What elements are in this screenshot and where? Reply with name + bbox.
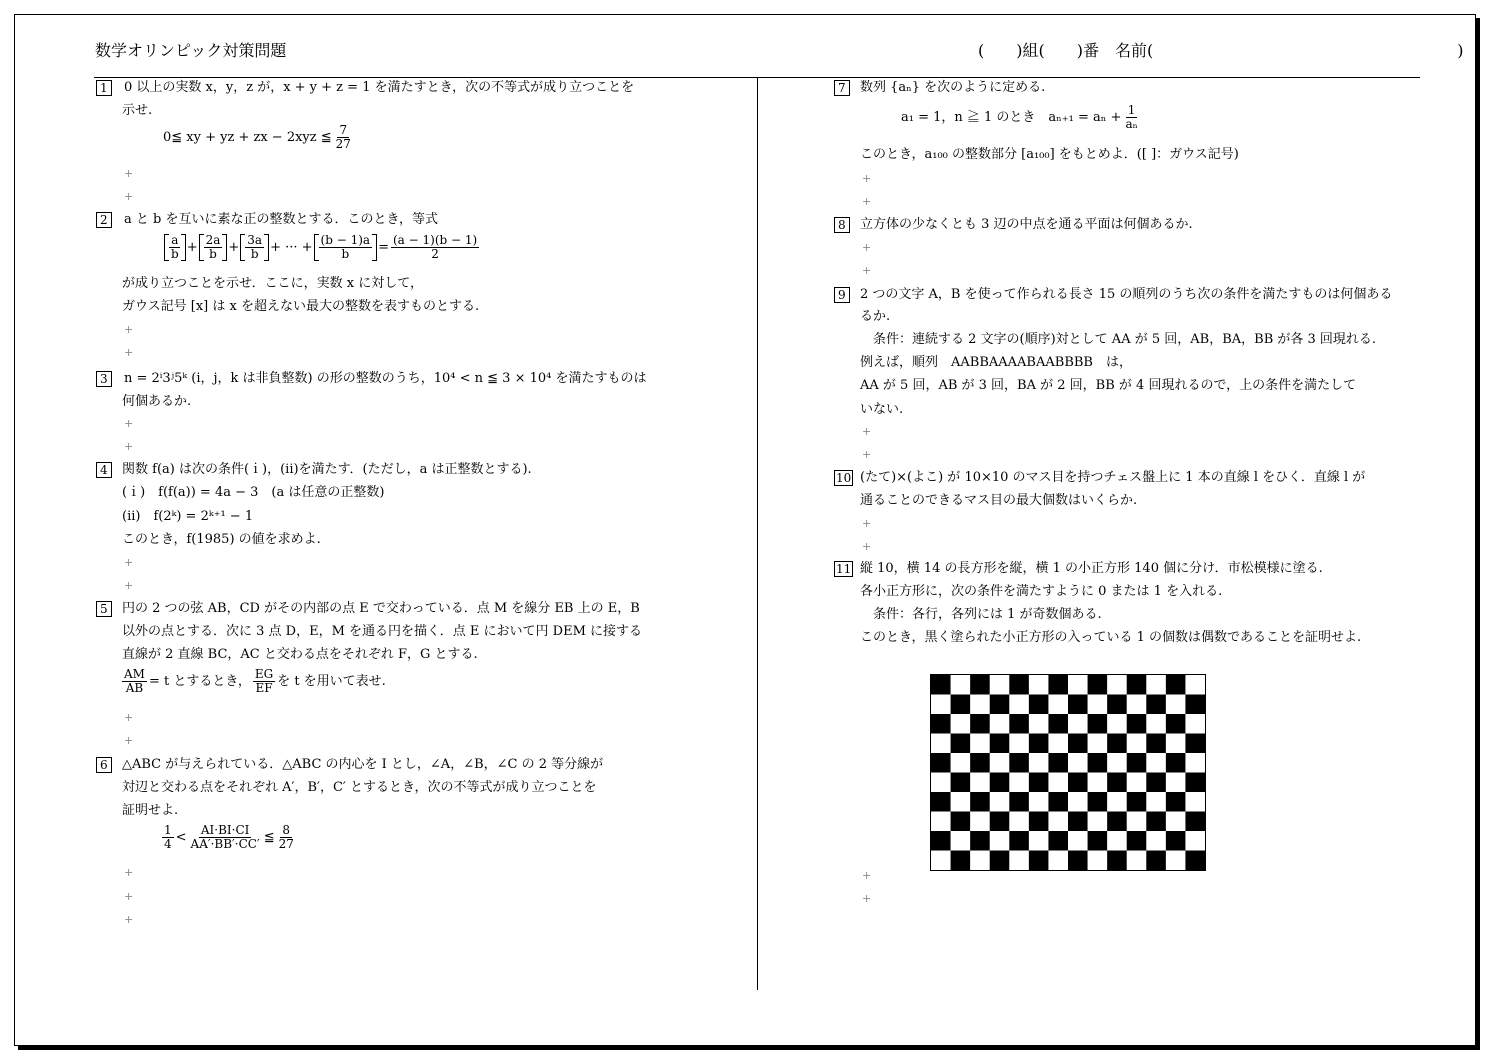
numerator: 8 — [282, 823, 291, 837]
board-square-white — [1146, 675, 1166, 695]
problem-9-example: 例えば，順列 AABBAAAABAABBBB は， — [860, 355, 1132, 370]
board-square-white — [990, 675, 1010, 695]
problem-5-text: 円の 2 つの弦 AB，CD がその内部の点 E で交わっている．点 M を線分 EB 上の E，B — [122, 601, 640, 616]
board-square-white — [1068, 831, 1088, 851]
board-square-black — [1029, 851, 1049, 871]
board-square-white — [1068, 714, 1088, 734]
board-square-black — [1009, 753, 1029, 773]
problem-1-inequality — [163, 124, 355, 151]
floor-bracket — [164, 234, 186, 261]
board-square-white — [1107, 714, 1127, 734]
board-square-black — [1166, 714, 1186, 734]
problem-number-1: 1 — [96, 80, 112, 96]
board-square-white — [931, 773, 951, 793]
problem-1-text: 示せ. — [122, 103, 153, 118]
board-square-white — [1127, 734, 1147, 754]
board-square-white — [1166, 812, 1186, 832]
fraction — [189, 824, 262, 851]
problem-number-9: 9 — [834, 287, 850, 303]
plus-mark: + — [862, 195, 872, 208]
board-square-black — [1146, 695, 1166, 715]
board-square-black — [990, 812, 1010, 832]
problem-9-text: いない. — [860, 402, 904, 417]
plus-mark: + — [862, 892, 872, 905]
board-square-white — [1009, 734, 1029, 754]
denominator: AA′·BB′·CC′ — [190, 837, 260, 851]
board-square-white — [1146, 831, 1166, 851]
board-square-white — [1127, 851, 1147, 871]
plus-mark: + — [862, 517, 872, 530]
board-square-white — [1146, 714, 1166, 734]
board-square-white — [1185, 714, 1205, 734]
plus-mark: + — [862, 448, 872, 461]
problem-7-text: このとき，a₁₀₀ の整数部分 [a₁₀₀] をもとめよ．([ ]：ガウス記号) — [860, 147, 1239, 162]
board-square-white — [1048, 851, 1068, 871]
recurrence-expression: a₁ = 1，n ≧ 1 のとき aₙ₊₁ = aₙ + — [901, 109, 1122, 125]
board-square-white — [1185, 831, 1205, 851]
plus-mark: + — [124, 346, 134, 359]
board-square-black — [931, 831, 951, 851]
denominator: EF — [255, 681, 273, 695]
fraction — [334, 124, 353, 151]
board-square-black — [1107, 695, 1127, 715]
numerator: (a − 1)(b − 1) — [392, 233, 478, 247]
plus-mark: + — [124, 866, 134, 879]
problem-number-3: 3 — [96, 371, 112, 387]
plus-mark: + — [124, 167, 134, 180]
problem-11-text: このとき，黒く塗られた小正方形の入っている 1 の個数は偶数であることを証明せよ. — [860, 630, 1362, 645]
board-square-black — [1088, 675, 1108, 695]
problem-6-text: △ABC が与えられている．△ABC の内心を I とし，∠A，∠B，∠C の 2 等分線が — [122, 757, 604, 772]
board-square-black — [1068, 734, 1088, 754]
denominator: 27 — [278, 837, 294, 851]
problem-11-text: 縦 10，横 14 の長方形を縦，横 1 の小正方形 140 個に分け．市松模様に塗る. — [860, 561, 1323, 576]
board-square-white — [1009, 695, 1029, 715]
plus-mark: + — [862, 264, 872, 277]
board-square-black — [1107, 773, 1127, 793]
fraction — [1123, 104, 1139, 131]
name-class-field: ( )組( )番 名前( ) — [978, 41, 1464, 60]
board-square-white — [1068, 792, 1088, 812]
denominator: AB — [125, 681, 144, 695]
board-square-black — [1185, 695, 1205, 715]
board-square-white — [1166, 734, 1186, 754]
board-square-white — [970, 773, 990, 793]
denominator: b — [171, 247, 179, 261]
board-square-white — [1029, 831, 1049, 851]
board-square-black — [1107, 734, 1127, 754]
board-square-black — [931, 714, 951, 734]
board-square-white — [1127, 812, 1147, 832]
inequality-expression: 0≦ xy + yz + zx − 2xyz ≦ — [163, 129, 332, 145]
board-square-white — [1088, 851, 1108, 871]
problem-2-text: ガウス記号 [x] は x を超えない最大の整数を表すものとする. — [122, 299, 480, 314]
numerator: (b − 1)a — [320, 233, 371, 247]
problem-4-condition: (ｉ) f(f(a)) = 4a − 3 (a は任意の正整数) — [122, 485, 385, 500]
denominator: aₙ — [1125, 117, 1138, 131]
board-square-black — [1009, 792, 1029, 812]
board-square-white — [1166, 773, 1186, 793]
problem-8-text: 立方体の少なくとも 3 辺の中点を通る平面は何個あるか. — [860, 217, 1193, 232]
plus-mark: + — [124, 556, 134, 569]
board-square-white — [1088, 812, 1108, 832]
board-square-black — [970, 753, 990, 773]
board-square-black — [931, 792, 951, 812]
fraction — [319, 234, 373, 261]
denominator: b — [250, 247, 259, 261]
board-square-white — [1048, 812, 1068, 832]
problem-3-text: n = 2ⁱ3ʲ5ᵏ (i，j，k は非負整数) の形の整数のうち，10⁴ < n ≦ 3 × 10⁴ を満たすものは — [124, 371, 647, 386]
board-square-white — [1185, 792, 1205, 812]
board-square-white — [990, 792, 1010, 812]
problem-1-text: 0 以上の実数 x，y，z が，x + y + z = 1 を満たすとき，次の不等式が成り立つことを — [124, 80, 635, 95]
plus-mark: + — [862, 540, 872, 553]
board-square-white — [1107, 831, 1127, 851]
board-square-white — [1146, 792, 1166, 812]
board-square-black — [970, 792, 990, 812]
fraction — [169, 234, 181, 261]
board-square-black — [1107, 851, 1127, 871]
expression-text: を t を用いて表せ. — [277, 673, 386, 689]
board-square-black — [1146, 851, 1166, 871]
numerator: a — [171, 233, 179, 247]
board-square-white — [1127, 695, 1147, 715]
problem-2-equation: $\frac{a}{b}$ + $\frac{2a}{b}$ + $\frac{3a}{b}$ + ··· + $\frac{(b - 1)a}{b}$ = $\frac{(a - 1)(b - 1)}{2}$ — [163, 234, 481, 261]
board-square-black — [1146, 773, 1166, 793]
denominator: b — [341, 247, 350, 261]
board-square-white — [1048, 734, 1068, 754]
numerator: 1 — [1127, 103, 1136, 117]
problem-5-expression — [120, 668, 386, 695]
board-square-white — [970, 734, 990, 754]
board-square-black — [970, 675, 990, 695]
board-square-black — [1185, 773, 1205, 793]
board-square-black — [1185, 851, 1205, 871]
board-square-black — [1127, 831, 1147, 851]
board-square-white — [951, 831, 971, 851]
plus-mark: + — [124, 890, 134, 903]
board-square-black — [1048, 753, 1068, 773]
board-square-white — [1048, 773, 1068, 793]
plus-mark: + — [124, 734, 134, 747]
board-square-white — [1166, 695, 1186, 715]
less-than-sign: < — [175, 829, 187, 845]
problem-4-condition: (ii) f(2ᵏ) = 2ᵏ⁺¹ − 1 — [122, 509, 254, 524]
board-square-black — [1009, 675, 1029, 695]
board-square-black — [1029, 734, 1049, 754]
board-square-black — [990, 851, 1010, 871]
plus-mark: + — [862, 869, 872, 882]
plus-mark: + — [862, 241, 872, 254]
board-square-black — [1166, 792, 1186, 812]
board-square-black — [1127, 792, 1147, 812]
problem-6-text: 証明せよ. — [122, 803, 179, 818]
floor-bracket — [240, 234, 269, 261]
problem-10-text: 通ることのできるマス目の最大個数はいくらか. — [860, 493, 1138, 508]
board-square-black — [1048, 714, 1068, 734]
numerator: EG — [254, 667, 274, 681]
board-square-black — [1088, 792, 1108, 812]
plus-mark: + — [124, 417, 134, 430]
board-square-black — [931, 675, 951, 695]
board-square-black — [951, 812, 971, 832]
problem-2-text: が成り立つことを示せ．ここに，実数 x に対して， — [122, 276, 423, 291]
board-square-black — [1048, 831, 1068, 851]
problem-number-8: 8 — [834, 217, 850, 233]
denominator: 27 — [335, 137, 351, 151]
problem-number-7: 7 — [834, 80, 850, 96]
floor-bracket — [314, 234, 378, 261]
plus-mark: + — [124, 323, 134, 336]
fraction — [253, 668, 275, 695]
board-square-white — [931, 851, 951, 871]
board-square-white — [1029, 714, 1049, 734]
board-square-white — [990, 753, 1010, 773]
board-square-black — [1009, 831, 1029, 851]
board-square-black — [970, 714, 990, 734]
board-square-white — [1107, 675, 1127, 695]
board-square-black — [1107, 812, 1127, 832]
board-square-white — [1088, 734, 1108, 754]
numerator: 3a — [247, 233, 263, 247]
board-square-white — [931, 734, 951, 754]
board-square-white — [1146, 753, 1166, 773]
board-square-white — [990, 831, 1010, 851]
board-square-white — [1009, 851, 1029, 871]
board-square-white — [1185, 753, 1205, 773]
numerator: 2a — [205, 233, 221, 247]
board-square-black — [951, 695, 971, 715]
board-square-black — [1068, 851, 1088, 871]
numerator: AM — [124, 667, 145, 681]
board-square-white — [970, 812, 990, 832]
column-divider — [757, 78, 758, 990]
board-square-white — [970, 851, 990, 871]
board-square-black — [1127, 675, 1147, 695]
numerator: 7 — [339, 123, 348, 137]
problem-3-text: 何個あるか. — [122, 394, 192, 409]
board-square-white — [1029, 792, 1049, 812]
plus-mark: + — [862, 425, 872, 438]
expression-text: = t とするとき， — [148, 673, 251, 689]
problem-11-condition: 条件：各行，各列には 1 が奇数個ある. — [873, 607, 1102, 622]
denominator: 4 — [164, 837, 172, 851]
board-square-black — [1127, 753, 1147, 773]
board-square-black — [1146, 812, 1166, 832]
board-square-white — [951, 753, 971, 773]
problem-11-text: 各小正方形に，次の条件を満たすように 0 または 1 を入れる. — [860, 584, 1223, 599]
board-square-black — [1166, 675, 1186, 695]
problem-number-4: 4 — [96, 462, 112, 478]
problem-number-2: 2 — [96, 212, 112, 228]
fraction — [204, 234, 223, 261]
fraction — [162, 824, 174, 851]
problem-number-10: 10 — [836, 471, 852, 485]
board-square-black — [1185, 812, 1205, 832]
plus-mark: + — [862, 172, 872, 185]
problem-6-inequality — [160, 824, 298, 851]
board-square-white — [951, 714, 971, 734]
board-square-black — [1009, 714, 1029, 734]
board-square-white — [1166, 851, 1186, 871]
board-square-white — [1068, 675, 1088, 695]
numerator: 1 — [164, 823, 172, 837]
board-square-black — [931, 753, 951, 773]
problem-number-5: 5 — [96, 601, 112, 617]
board-square-white — [1107, 792, 1127, 812]
checkerboard-svg — [931, 675, 1205, 870]
problem-7-text: 数列 {aₙ} を次のように定める. — [860, 80, 1046, 95]
board-square-white — [931, 812, 951, 832]
board-square-black — [1068, 812, 1088, 832]
problem-10-text: (たて)×(よこ) が 10×10 のマス目を持つチェス盤上に 1 本の直線 l をひく．直線 l が — [860, 470, 1366, 485]
board-square-black — [1166, 831, 1186, 851]
fraction — [391, 234, 479, 261]
board-square-white — [951, 675, 971, 695]
board-square-black — [951, 773, 971, 793]
less-equal-sign: ≦ — [263, 829, 275, 845]
worksheet-page — [14, 14, 1476, 1046]
board-square-white — [931, 695, 951, 715]
board-square-white — [1029, 675, 1049, 695]
board-square-white — [1088, 773, 1108, 793]
denominator: b — [209, 247, 217, 261]
problem-6-text: 対辺と交わる点をそれぞれ A′，B′，C′ とするとき，次の不等式が成り立つことを — [122, 780, 597, 795]
plus-mark: + — [124, 579, 134, 592]
board-square-black — [970, 831, 990, 851]
fraction — [277, 824, 296, 851]
board-square-black — [1068, 773, 1088, 793]
problem-number-11: 11 — [836, 562, 852, 576]
denominator: 2 — [431, 247, 439, 261]
plus-mark: + — [124, 190, 134, 203]
board-square-white — [951, 792, 971, 812]
page-title: 数学オリンピック対策問題 — [95, 41, 287, 60]
board-square-white — [1068, 753, 1088, 773]
plus-mark: + — [124, 913, 134, 926]
problem-9-text: AA が 5 回，AB が 3 回，BA が 2 回，BB が 4 回現れるので，上の条件を満たして — [860, 378, 1357, 393]
board-square-white — [1029, 753, 1049, 773]
fraction — [122, 668, 147, 695]
board-square-black — [1127, 714, 1147, 734]
problem-9-text: 2 つの文字 A，B を使って作られる長さ 15 の順列のうち次の条件を満たすものは何個ある — [860, 287, 1393, 302]
plus-mark: + — [124, 440, 134, 453]
floor-bracket — [199, 234, 228, 261]
board-square-black — [1029, 773, 1049, 793]
board-square-black — [1048, 675, 1068, 695]
board-square-black — [990, 695, 1010, 715]
board-square-black — [1068, 695, 1088, 715]
problem-2-text: a と b を互いに素な正の整数とする．このとき，等式 — [124, 212, 438, 227]
fraction — [245, 234, 264, 261]
board-square-white — [1107, 753, 1127, 773]
board-square-black — [1048, 792, 1068, 812]
board-square-white — [1048, 695, 1068, 715]
board-square-black — [1185, 734, 1205, 754]
numerator: AI·BI·CI — [200, 823, 250, 837]
problem-4-text: このとき，f(1985) の値を求めよ. — [122, 532, 321, 547]
problem-7-recurrence — [901, 104, 1142, 131]
board-square-white — [1009, 812, 1029, 832]
board-square-black — [990, 773, 1010, 793]
board-square-black — [990, 734, 1010, 754]
plus-mark: + — [124, 711, 134, 724]
board-square-black — [1166, 753, 1186, 773]
problem-number-6: 6 — [96, 757, 112, 773]
board-square-black — [1088, 831, 1108, 851]
problem-9-text: るか. — [860, 309, 891, 324]
problem-5-text: 以外の点とする．次に 3 点 D，E，M を通る円を描く．点 E において円 DEM に接する — [122, 624, 643, 639]
board-square-white — [1009, 773, 1029, 793]
board-square-white — [990, 714, 1010, 734]
board-square-black — [1088, 753, 1108, 773]
board-square-black — [1146, 734, 1166, 754]
board-square-black — [951, 734, 971, 754]
ellipsis-term: + ··· + — [270, 239, 313, 255]
board-square-white — [1088, 695, 1108, 715]
board-square-black — [951, 851, 971, 871]
board-square-black — [1029, 695, 1049, 715]
board-square-black — [1088, 714, 1108, 734]
checkerboard-figure — [930, 674, 1206, 871]
board-square-black — [1029, 812, 1049, 832]
problem-5-text: 直線が 2 直線 BC，AC と交わる点をそれぞれ F，G とする. — [122, 647, 478, 662]
board-square-white — [970, 695, 990, 715]
board-square-white — [1127, 773, 1147, 793]
problem-4-text: 関数 f(a) は次の条件(ｉ)，(ii)を満たす．(ただし，a は正整数とする). — [122, 462, 532, 477]
problem-9-condition: 条件：連続する 2 文字の(順序)対として AA が 5 回，AB，BA，BB が各 3 回現れる. — [873, 332, 1377, 347]
board-square-white — [1185, 675, 1205, 695]
